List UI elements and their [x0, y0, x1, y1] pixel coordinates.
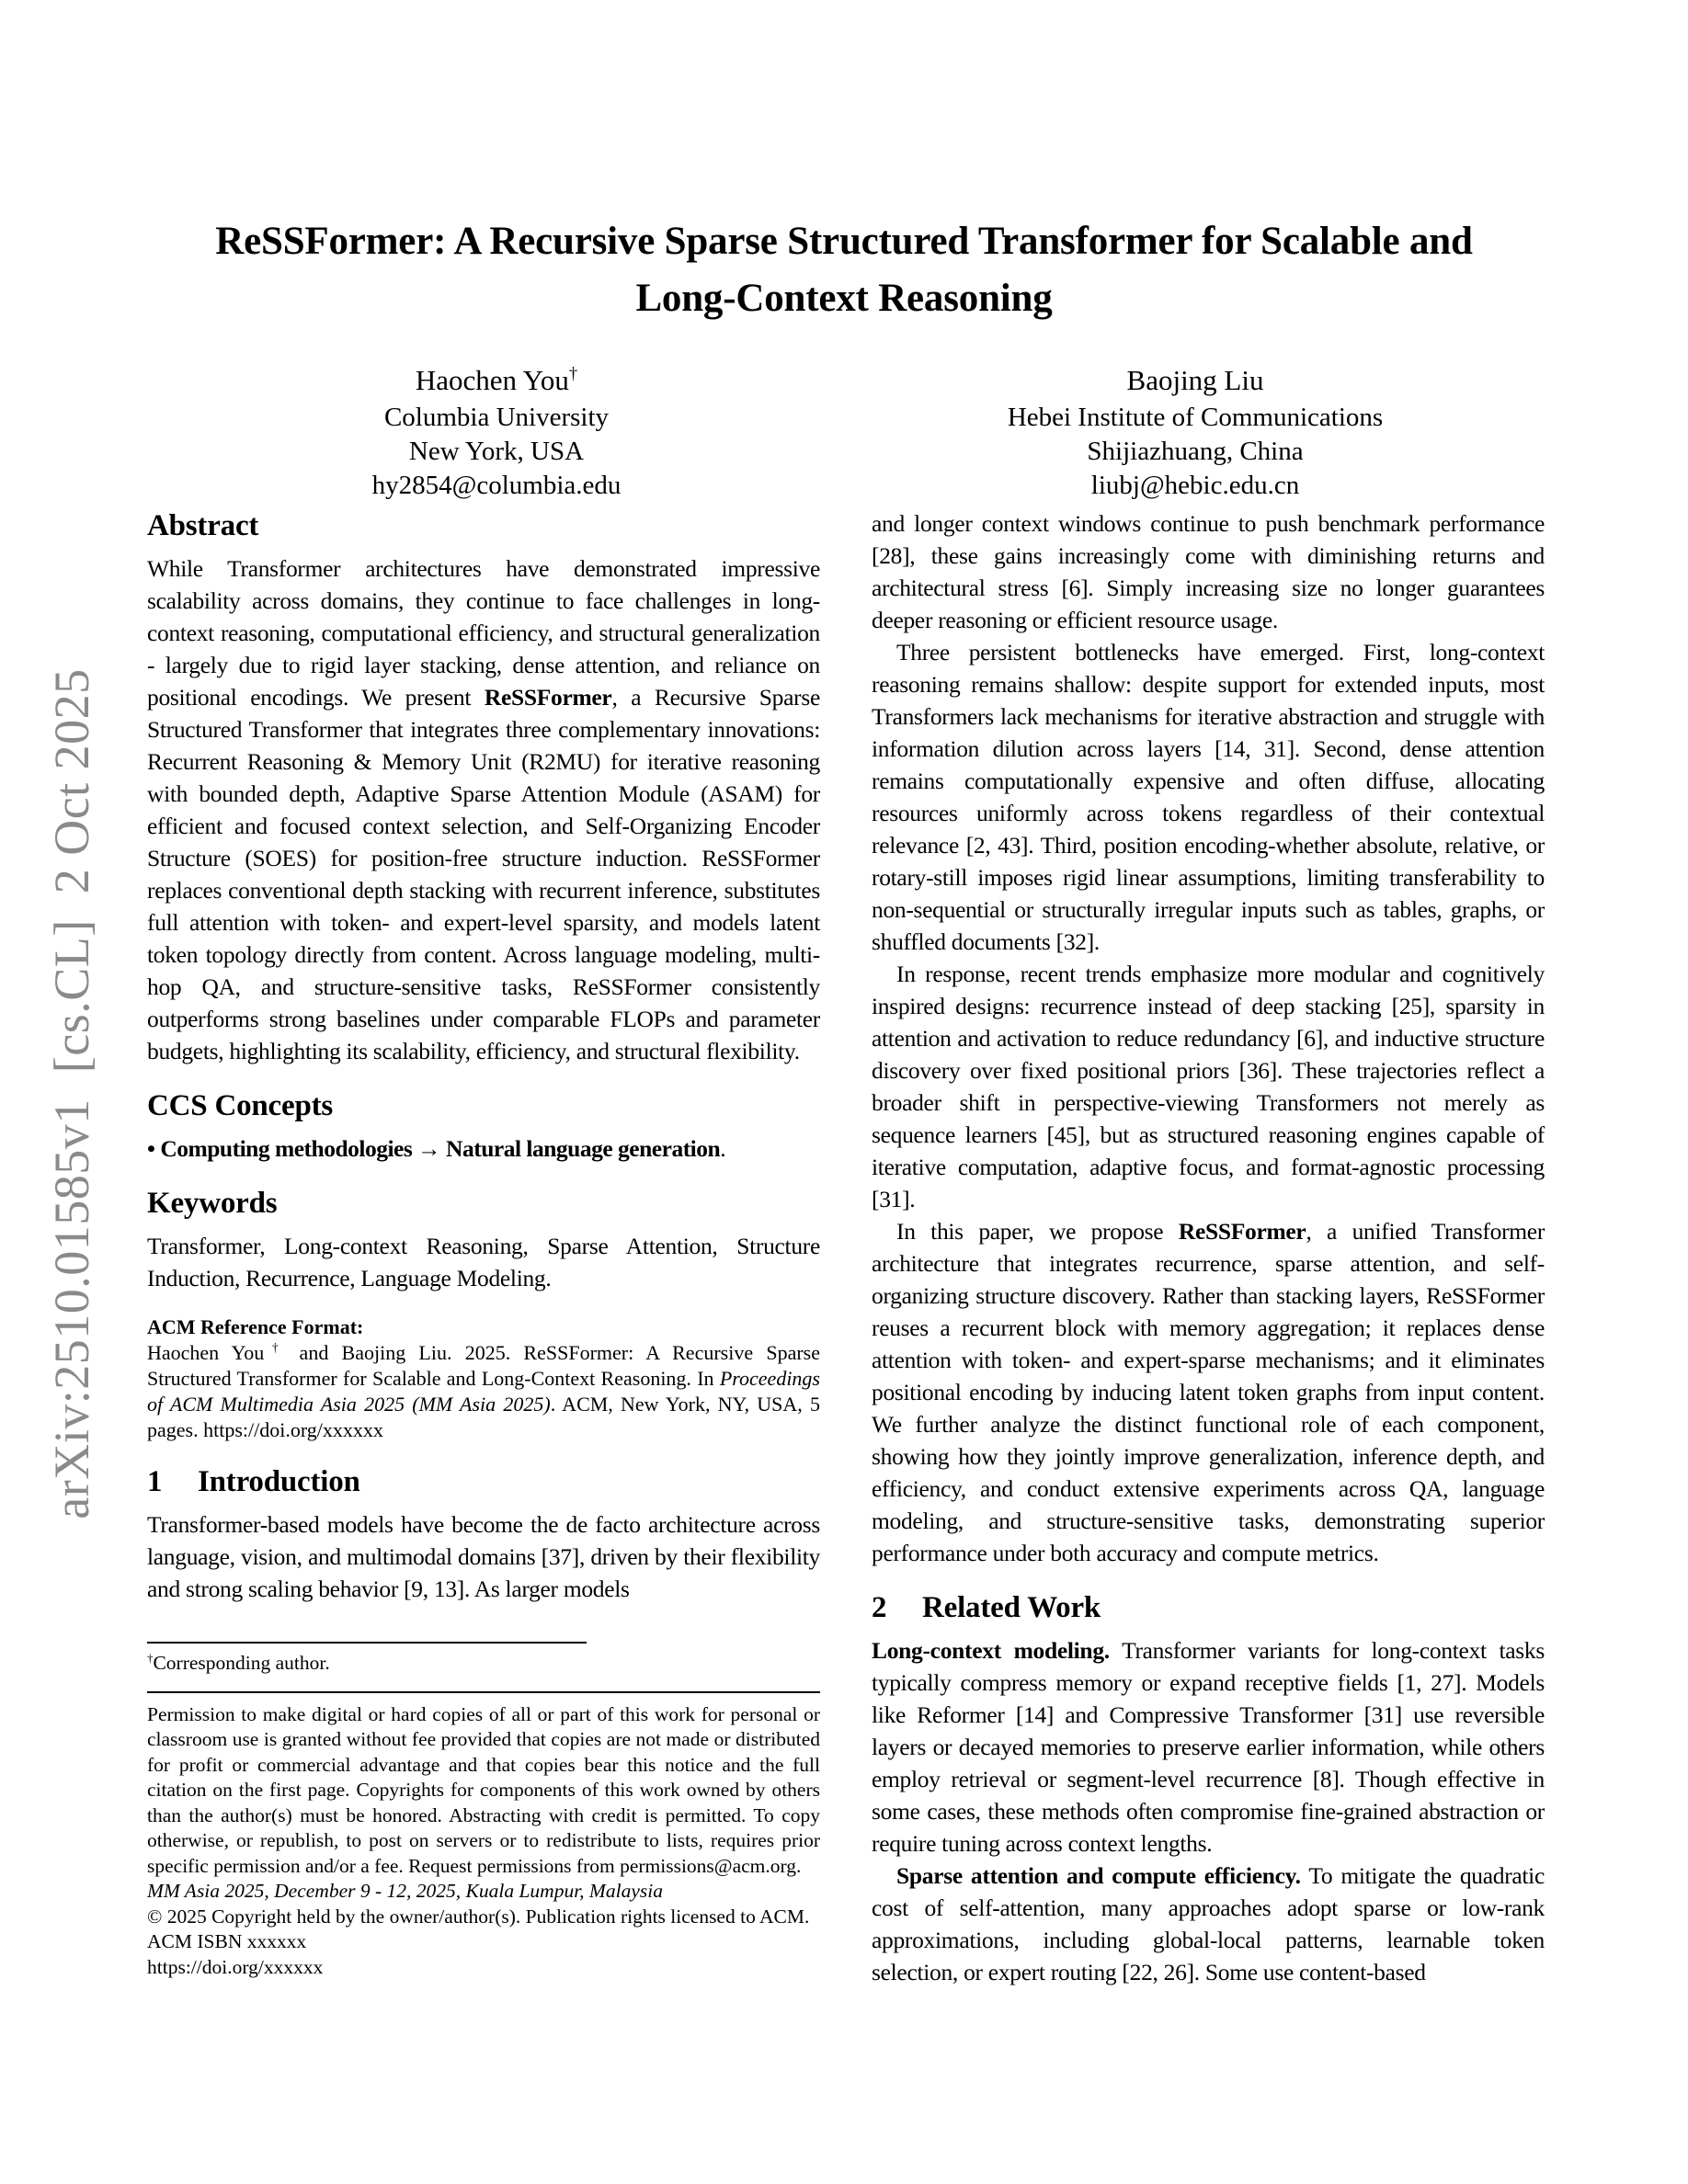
arxiv-watermark: arXiv:2510.01585v1 [cs.CL] 2 Oct 2025: [44, 668, 99, 1519]
author-1: [147, 360, 846, 503]
ccs-concepts-line: • Computing methodologies → Natural language generation.: [147, 1135, 726, 1162]
right-column: [872, 507, 1545, 1988]
conference-info-line: MM Asia 2025, December 9 - 12, 2025, Kuala Lumpur, Malaysia: [147, 1880, 663, 1902]
section-2-title: Related Work: [922, 1591, 1101, 1624]
paragraph-sparse-attention: Sparse attention and compute efficiency. To mitigate the quadratic cost of self-attention, many approaches adopt sparse or low-rank approximations, including global-local patterns, learnable token selection, or expert routing [22, 26]. Some use content-based: [872, 1862, 1545, 1985]
footnote-block: [147, 1642, 820, 1980]
paragraph-bottlenecks: Three persistent bottlenecks have emerged. First, long-context reasoning remains shallow: despite support for extended inputs, most Transformers lack mechanisms for iterative abstraction and struggle with information dilution across layers [14, 31]. Second, dense attention remains computationally expensive and often diffuse, allocating resources uniformly across tokens regardless of their contextual relevance [2, 43]. Third, position encoding-whether absolute, relative, or rotary-still imposes rigid linear assumptions, limiting transferability to non-sequential or structurally irregular inputs such as tables, graphs, or shuffled documents [32].: [872, 639, 1545, 955]
copyright-line: © 2025 Copyright held by the owner/author(s). Publication rights licensed to ACM.: [147, 1905, 810, 1928]
author-1-affiliation: Columbia University: [383, 403, 610, 432]
left-column: [147, 507, 820, 1605]
paper-title: ReSSFormer: A Recursive Sparse Structured Transformer for Scalable and Long-Context Reasoning: [215, 220, 1473, 320]
author-2-affiliation: Hebei Institute of Communications: [1007, 403, 1384, 432]
paragraph-long-context-modeling: Long-context modeling. Transformer variants for long-context tasks typically compress memory or expand receptive fields [1, 27]. Models like Reformer [14] and Compressive Transformer [31] use reversible layers or decayed memories to preserve earlier information, while others employ retrieval or segment-level recurrence [8]. Though effective in some cases, these methods often compromise fine-grained abstraction or require tuning across context lengths.: [872, 1637, 1545, 1857]
permission-notice: Permission to make digital or hard copies of all or part of this work for personal or classroom use is granted without fee provided that copies are not made or distributed for profit or commercial advantage and that copies bear this notice and the full citation on the first page. Copyrights for components of this work owned by others than the author(s) must be honored. Abstracting with credit is permitted. To copy otherwise, or republish, to post on servers or to redistribute to lists, requires prior specific permission and/or a fee. Request permissions from permissions@acm.org.: [147, 1702, 820, 1877]
author-1-name: Haochen You†: [415, 364, 578, 396]
author-1-location: New York, USA: [408, 437, 585, 466]
keywords-heading: Keywords: [147, 1187, 278, 1220]
acm-reference-heading: ACM Reference Format:: [147, 1315, 364, 1338]
section-2-heading: [872, 1589, 1545, 1626]
section-1-heading: [147, 1463, 820, 1500]
author-2: [846, 360, 1545, 503]
paragraph-recent-trends: In response, recent trends emphasize more modular and cognitively inspired designs: recurrence instead of deep stacking [25], sparsity in attention and activation to reduce redundancy [6], and inductive structure discovery over fixed positional priors [36]. These trajectories reflect a broader shift in perspective-viewing Transformers not merely as sequence learners [45], but as structured reasoning engines capable of iterative computation, adaptive focus, and format-agnostic processing [31].: [872, 961, 1545, 1212]
copyright-rule: [147, 1691, 820, 1693]
intro-paragraph: Transformer-based models have become the de facto architecture across language, vision, and multimodal domains [37], driven by their flexibility and strong scaling behavior [9, 13]. As larger models: [147, 1511, 820, 1602]
section-1-title: Introduction: [198, 1465, 360, 1498]
author-block: [147, 360, 1545, 503]
author-2-name: Baojing Liu: [1126, 364, 1264, 396]
footnote-rule: [147, 1642, 587, 1644]
section-2-number: 2: [872, 1591, 887, 1624]
abstract-heading: Abstract: [147, 509, 259, 542]
author-2-location: Shijiazhuang, China: [1087, 437, 1304, 466]
author-1-email: hy2854@columbia.edu: [371, 471, 622, 500]
doi-line: https://doi.org/xxxxxx: [147, 1955, 324, 1978]
paragraph-intro-continued: and longer context windows continue to push benchmark performance [28], these gains increasingly come with diminishing returns and architectural stress [6]. Simply increasing size no longer guarantees deeper reasoning or efficient resource usage.: [872, 510, 1545, 633]
isbn-line: ACM ISBN xxxxxx: [147, 1930, 307, 1952]
ccs-heading: CCS Concepts: [147, 1089, 334, 1122]
acm-reference-text: Haochen You† and Baojing Liu. 2025. ReSSFormer: A Recursive Sparse Structured Transformer for Scalable and Long-Context Reasoning. In Proceedings of ACM Multimedia Asia 2025 (MM Asia 2025). ACM, New York, NY, USA, 5 pages. https://doi.org/xxxxxx: [147, 1340, 820, 1441]
paragraph-proposal: In this paper, we propose ReSSFormer, a unified Transformer architecture that integrates recurrence, sparse attention, and self-organizing structure discovery. Rather than stacking layers, ReSSFormer reuses a recurrent block with memory aggregation; it replaces dense attention with token- and expert-sparse mechanisms; and it eliminates positional encoding by inducing latent token graphs from input content. We further analyze the distinct functional role of each component, showing how they jointly improve generalization, inference depth, and efficiency, and conduct extensive experiments across QA, language modeling, and structure-sensitive tasks, demonstrating superior performance under both accuracy and compute metrics.: [872, 1218, 1545, 1566]
section-1-number: 1: [147, 1465, 163, 1498]
abstract-text: While Transformer architectures have demonstrated impressive scalability across domains, they continue to face challenges in long-context reasoning, computational efficiency, and structural generalization - largely due to rigid layer stacking, dense attention, and reliance on positional encodings. We present ReSSFormer, a Recursive Sparse Structured Transformer that integrates three complementary innovations: Recurrent Reasoning & Memory Unit (R2MU) for iterative reasoning with bounded depth, Adaptive Sparse Attention Module (ASAM) for efficient and focused context selection, and Self-Organizing Encoder Structure (SOES) for position-free structure induction. ReSSFormer replaces conventional depth stacking with recurrent inference, substitutes full attention with token- and expert-level sparsity, and models latent token topology directly from content. Across language modeling, multi-hop QA, and structure-sensitive tasks, ReSSFormer consistently outperforms strong baselines under comparable FLOPs and parameter budgets, highlighting its scalability, efficiency, and structural flexibility.: [147, 555, 820, 1064]
keywords-text: Transformer, Long-context Reasoning, Sparse Attention, Structure Induction, Recurrence, Language Modeling.: [147, 1233, 820, 1291]
corresponding-author-note: †Corresponding author.: [147, 1651, 330, 1674]
author-2-email: liubj@hebic.edu.cn: [1090, 471, 1300, 500]
